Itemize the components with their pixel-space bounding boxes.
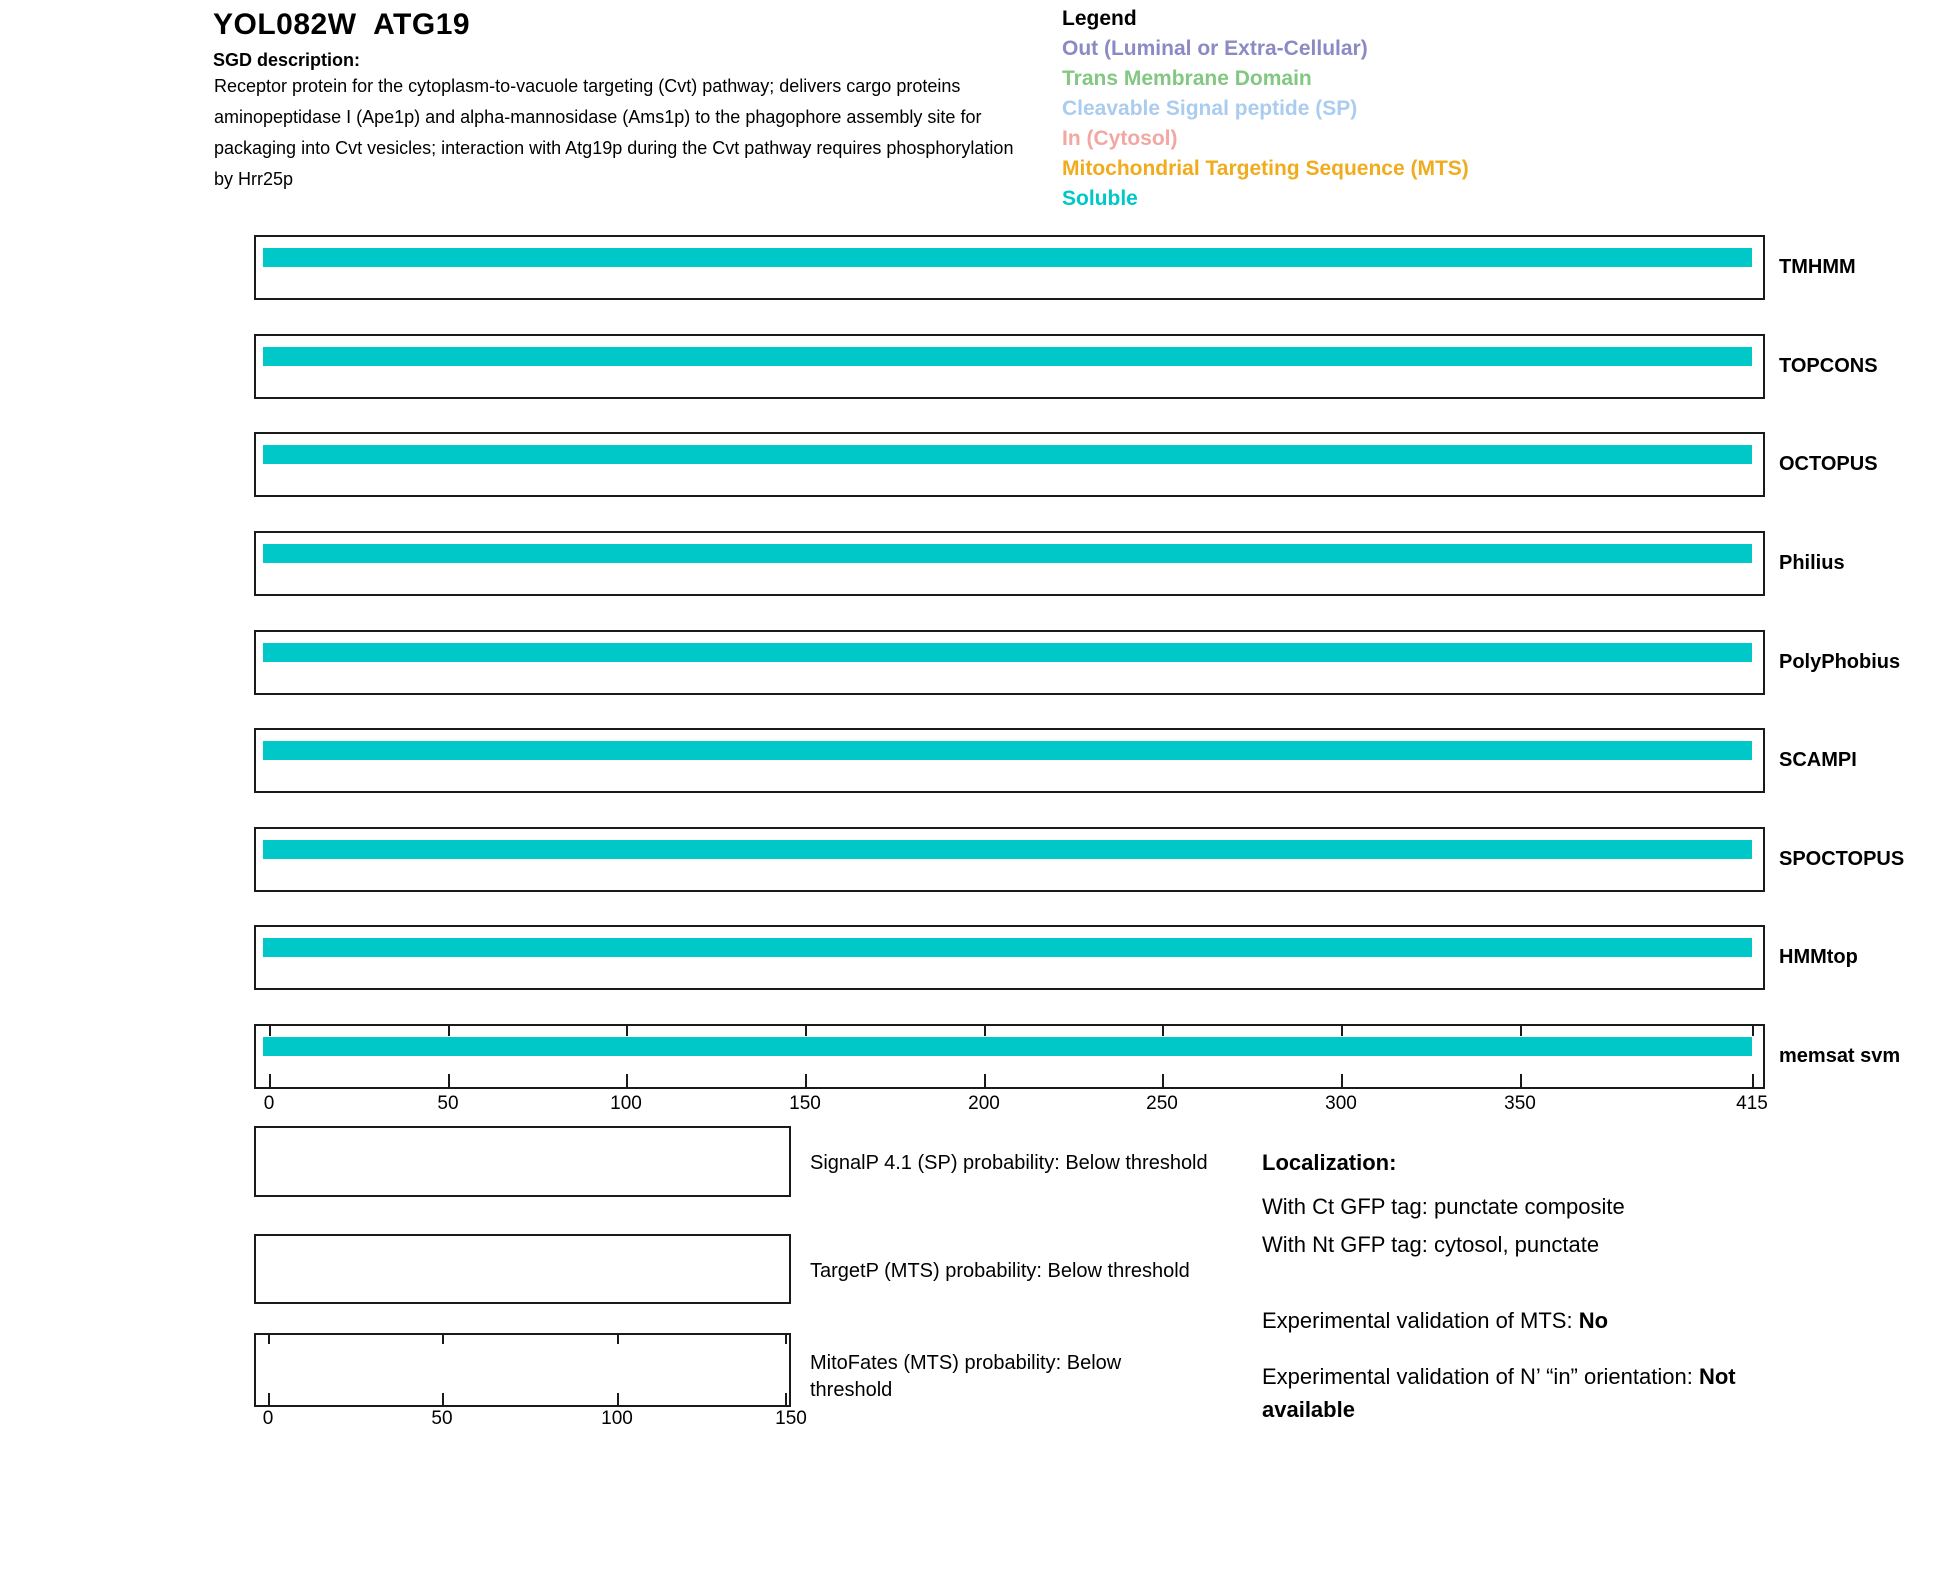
- mts-validation-label: Experimental validation of MTS:: [1262, 1308, 1579, 1333]
- sub-axis-tick-bottom-100: [617, 1393, 619, 1405]
- legend-title: Legend: [1062, 7, 1137, 30]
- sub-axis-tick-top-50: [442, 1335, 444, 1344]
- track-box-spoctopus: [254, 827, 1765, 892]
- sgd-description-label: SGD description:: [213, 50, 361, 70]
- prediction-track-row-hmmtop: [254, 925, 1950, 990]
- track-label-octopus: OCTOPUS: [1779, 453, 1878, 475]
- soluble-bar: [263, 248, 1752, 267]
- axis-tick-top-350: [1520, 1026, 1522, 1036]
- probability-plot-box-targetp-mts-: [254, 1234, 791, 1304]
- orientation-validation-value: Not available: [1262, 1364, 1736, 1422]
- soluble-bar: [263, 741, 1752, 760]
- prediction-track-row-tmhmm: [254, 235, 1950, 300]
- track-box-polyphobius: [254, 630, 1765, 695]
- page-title: YOL082W ATG19: [213, 8, 471, 41]
- legend-item-mitochondrial-targeting-sequence-mts-: Mitochondrial Targeting Sequence (MTS): [1062, 157, 1469, 180]
- sub-axis-tick-bottom-150: [785, 1393, 787, 1405]
- sgd-description-text: Receptor protein for the cytoplasm-to-vacuole targeting (Cvt) pathway; delivers cargo proteins aminopeptidase I (Ape1p) and alpha-mannosidase (Ams1p) to the phagophore assembly site for packaging into Cvt vesicles; interaction with Atg19p during the Cvt pathway requires phosphorylation by Hrr25p: [214, 76, 1014, 189]
- orientation-validation-label: Experimental validation of N’ “in” orientation:: [1262, 1364, 1699, 1389]
- legend-item-in-cytosol-: In (Cytosol): [1062, 127, 1178, 150]
- sub-axis-tick-label-150: 150: [775, 1408, 807, 1429]
- axis-tick-label-300: 300: [1325, 1093, 1357, 1114]
- sub-axis-tick-top-150: [785, 1335, 787, 1344]
- axis-tick-label-250: 250: [1146, 1093, 1178, 1114]
- axis-tick-top-200: [984, 1026, 986, 1036]
- axis-tick-top-415: [1752, 1026, 1754, 1036]
- mts-validation-line: [1262, 1304, 1608, 1337]
- axis-tick-bottom-250: [1162, 1074, 1164, 1087]
- soluble-bar: [263, 347, 1752, 366]
- track-label-spoctopus: SPOCTOPUS: [1779, 848, 1905, 870]
- probability-plot-box-signalp-4-1-sp-: [254, 1126, 791, 1197]
- axis-tick-top-150: [805, 1026, 807, 1036]
- axis-tick-label-150: 150: [789, 1093, 821, 1114]
- track-box-philius: [254, 531, 1765, 596]
- localization-title: Localization:: [1262, 1150, 1397, 1175]
- probability-plot-label-signalp-4-1-sp-: SignalP 4.1 (SP) probability: Below threshold: [810, 1152, 1208, 1174]
- track-box-scampi: [254, 728, 1765, 793]
- legend-item-out-luminal-or-extra-cellular-: Out (Luminal or Extra-Cellular): [1062, 37, 1368, 60]
- mts-validation-value: No: [1578, 1308, 1609, 1333]
- localization-ct-gfp: With Ct GFP tag: punctate composite: [1262, 1194, 1625, 1219]
- soluble-bar: [263, 938, 1752, 957]
- axis-tick-label-100: 100: [610, 1093, 642, 1114]
- prediction-track-row-octopus: [254, 432, 1950, 497]
- soluble-bar: [263, 840, 1752, 859]
- prediction-track-row-topcons: [254, 334, 1950, 399]
- axis-tick-label-200: 200: [968, 1093, 1000, 1114]
- axis-tick-top-100: [626, 1026, 628, 1036]
- prediction-track-row-spoctopus: [254, 827, 1950, 892]
- track-box-memsat-svm: [254, 1024, 1765, 1089]
- axis-tick-label-415: 415: [1736, 1093, 1768, 1114]
- sub-axis-tick-label-0: 0: [262, 1408, 274, 1429]
- axis-tick-top-300: [1341, 1026, 1343, 1036]
- sub-axis-tick-top-100: [617, 1335, 619, 1344]
- sub-axis-tick-label-50: 50: [431, 1408, 453, 1429]
- track-label-scampi: SCAMPI: [1779, 749, 1857, 771]
- axis-tick-bottom-350: [1520, 1074, 1522, 1087]
- prediction-track-row-memsat-svm: [254, 1024, 1950, 1089]
- track-label-hmmtop: HMMtop: [1779, 946, 1858, 968]
- localization-nt-gfp: With Nt GFP tag: cytosol, punctate: [1262, 1232, 1600, 1257]
- axis-tick-bottom-50: [448, 1074, 450, 1087]
- probability-plot-label-targetp-mts-: TargetP (MTS) probability: Below threshold: [810, 1260, 1190, 1282]
- prediction-track-row-philius: [254, 531, 1950, 596]
- track-label-polyphobius: PolyPhobius: [1779, 651, 1901, 673]
- legend-item-soluble: Soluble: [1062, 187, 1138, 210]
- legend-item-trans-membrane-domain: Trans Membrane Domain: [1062, 67, 1312, 90]
- soluble-bar: [263, 1037, 1752, 1056]
- axis-tick-top-250: [1162, 1026, 1164, 1036]
- sub-axis-tick-top-0: [268, 1335, 270, 1344]
- prediction-track-row-scampi: [254, 728, 1950, 793]
- legend: [1062, 4, 1469, 214]
- axis-tick-bottom-100: [626, 1074, 628, 1087]
- sub-axis-tick-label-100: 100: [601, 1408, 633, 1429]
- track-box-hmmtop: [254, 925, 1765, 990]
- prediction-track-row-polyphobius: [254, 630, 1950, 695]
- axis-tick-bottom-200: [984, 1074, 986, 1087]
- track-label-philius: Philius: [1779, 552, 1845, 574]
- track-label-tmhmm: TMHMM: [1779, 256, 1856, 278]
- track-box-topcons: [254, 334, 1765, 399]
- track-label-topcons: TOPCONS: [1779, 355, 1878, 377]
- axis-tick-label-50: 50: [437, 1093, 459, 1114]
- axis-tick-bottom-415: [1752, 1074, 1754, 1087]
- axis-tick-bottom-150: [805, 1074, 807, 1087]
- legend-item-cleavable-signal-peptide-sp-: Cleavable Signal peptide (SP): [1062, 97, 1358, 120]
- legend-items: [1062, 34, 1469, 214]
- track-box-octopus: [254, 432, 1765, 497]
- sub-axis-tick-bottom-0: [268, 1393, 270, 1405]
- soluble-bar: [263, 445, 1752, 464]
- axis-tick-bottom-300: [1341, 1074, 1343, 1087]
- orientation-validation-line: [1262, 1360, 1818, 1426]
- soluble-bar: [263, 544, 1752, 563]
- soluble-bar: [263, 643, 1752, 662]
- sub-axis-tick-bottom-50: [442, 1393, 444, 1405]
- axis-tick-label-0: 0: [263, 1093, 275, 1114]
- probability-plot-box-mitofates-mts-: [254, 1333, 791, 1407]
- track-label-memsat-svm: memsat svm: [1779, 1045, 1901, 1067]
- track-box-tmhmm: [254, 235, 1765, 300]
- probability-plot-label-mitofates-mts-: MitoFates (MTS) probability: Below threshold: [810, 1352, 1122, 1401]
- axis-tick-top-0: [269, 1026, 271, 1036]
- axis-tick-top-50: [448, 1026, 450, 1036]
- axis-tick-bottom-0: [269, 1074, 271, 1087]
- axis-tick-label-350: 350: [1504, 1093, 1536, 1114]
